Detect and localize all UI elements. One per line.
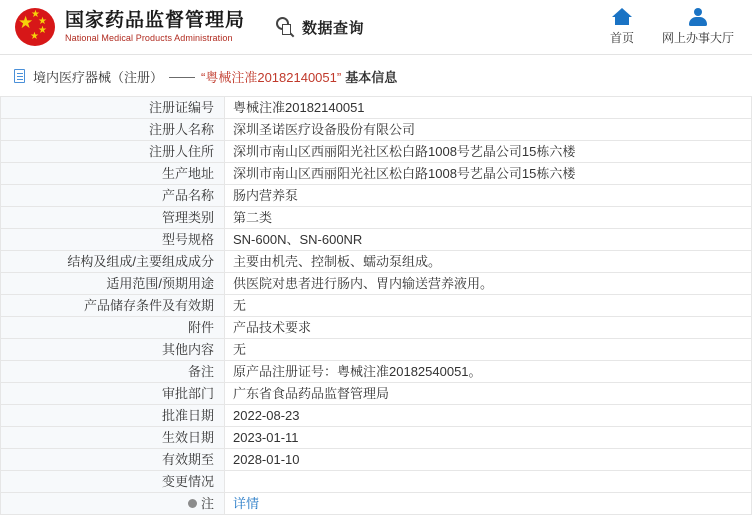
table-row: [1, 97, 752, 119]
row-value: SN-600N、SN-600NR: [225, 229, 752, 251]
row-value: 供医院对患者进行肠内、胃内输送营养液用。: [225, 273, 752, 295]
detail-link[interactable]: 详情: [233, 496, 260, 511]
table-row: [1, 251, 752, 273]
page-title-suffix: 基本信息: [345, 70, 398, 85]
row-label: 结构及组成/主要组成成分: [1, 251, 225, 273]
data-query-label: 数据查询: [302, 19, 365, 37]
table-row: [1, 207, 752, 229]
row-label: 变更情况: [1, 471, 225, 493]
row-value: 无: [225, 295, 752, 317]
table-row: [1, 141, 752, 163]
page-title-dash: ——: [169, 69, 196, 84]
row-value: 原产品注册证号：粤械注准20182540051。: [225, 361, 752, 383]
row-label: 注册人住所: [1, 141, 225, 163]
table-row: [1, 317, 752, 339]
nav-item-service-hall[interactable]: [662, 8, 734, 46]
row-value: 深圳市南山区西丽阳光社区松白路1008号艺晶公司15栋六楼: [225, 163, 752, 185]
table-row: [1, 471, 752, 493]
table-row: [1, 185, 752, 207]
row-label: 生产地址: [1, 163, 225, 185]
table-row: [1, 383, 752, 405]
row-label: 审批部门: [1, 383, 225, 405]
note-bullet-icon: [188, 499, 197, 508]
row-label: 其他内容: [1, 339, 225, 361]
row-value: 粤械注准20182140051: [225, 97, 752, 119]
note-label: 注: [200, 496, 214, 511]
row-value: 主要由机壳、控制板、蠕动泵组成。: [225, 251, 752, 273]
row-label: 附件: [1, 317, 225, 339]
row-value: 第二类: [225, 207, 752, 229]
row-label: 备注: [1, 361, 225, 383]
page-title-category: 境内医疗器械（注册）: [33, 70, 164, 85]
row-label: 管理类别: [1, 207, 225, 229]
nav-item-service-hall-label: 网上办事大厅: [661, 31, 734, 45]
header-nav: [610, 8, 734, 46]
page-title-registration-no: “粤械注准20182140051”: [201, 70, 342, 85]
home-icon: [612, 8, 632, 26]
row-value: 2028-01-10: [225, 449, 752, 471]
brand-logo[interactable]: [14, 6, 245, 48]
row-value: 深圳市南山区西丽阳光社区松白路1008号艺晶公司15栋六楼: [225, 141, 752, 163]
org-name-cn: 国家药品监督管理局: [65, 9, 246, 31]
row-label: 批准日期: [1, 405, 225, 427]
table-row: [1, 295, 752, 317]
row-value: 深圳圣诺医疗设备股份有限公司: [225, 119, 752, 141]
row-value: 肠内营养泵: [225, 185, 752, 207]
row-value: 广东省食品药品监督管理局: [225, 383, 752, 405]
row-value: [225, 471, 752, 493]
table-row-note: [1, 493, 752, 515]
document-icon: [14, 69, 27, 84]
table-row: [1, 449, 752, 471]
table-row: [1, 229, 752, 251]
data-query-entry[interactable]: [275, 16, 364, 38]
table-row: [1, 361, 752, 383]
brand-text: [65, 10, 245, 45]
nav-item-home-label: 首页: [609, 31, 634, 45]
device-info-table: [0, 96, 752, 515]
table-row: [1, 119, 752, 141]
site-header: [0, 0, 752, 55]
table-row: [1, 427, 752, 449]
note-label-cell: [1, 493, 225, 515]
page-title: [0, 55, 752, 96]
row-value: 2022-08-23: [225, 405, 752, 427]
nav-item-home[interactable]: [610, 8, 634, 46]
row-label: 有效期至: [1, 449, 225, 471]
row-value: 产品技术要求: [225, 317, 752, 339]
national-emblem-icon: ★ ★ ★ ★ ★: [14, 6, 56, 48]
row-label: 注册证编号: [1, 97, 225, 119]
user-icon: [688, 8, 708, 26]
org-name-en: National Medical Products Administration: [65, 32, 233, 43]
table-row: [1, 339, 752, 361]
device-info-table-body: [1, 97, 752, 515]
table-row: [1, 163, 752, 185]
row-label: 型号规格: [1, 229, 225, 251]
row-label: 注册人名称: [1, 119, 225, 141]
row-label: 适用范围/预期用途: [1, 273, 225, 295]
row-value: 无: [225, 339, 752, 361]
row-label: 产品名称: [1, 185, 225, 207]
row-value: 2023-01-11: [225, 427, 752, 449]
row-label: 生效日期: [1, 427, 225, 449]
table-row: [1, 273, 752, 295]
table-row: [1, 405, 752, 427]
search-icon: [275, 16, 297, 38]
row-label: 产品储存条件及有效期: [1, 295, 225, 317]
note-value-cell: [225, 493, 752, 515]
